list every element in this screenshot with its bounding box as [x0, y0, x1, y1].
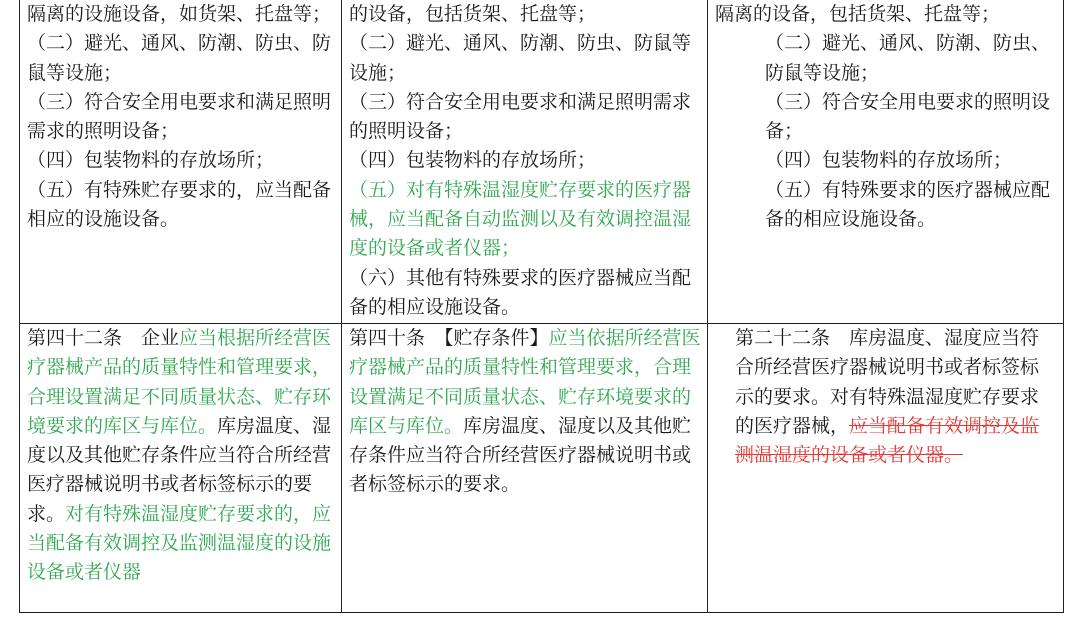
- deleted-text: 应当配备有效调控及监测温湿度的设备或者仪器。: [735, 414, 1040, 467]
- clause-item-4: （四）包装物料的存放场所；: [27, 149, 275, 172]
- clause-item-4: （四）包装物料的存放场所；: [349, 149, 597, 172]
- table-row: [20, 0, 1064, 324]
- article-text: 第二十二条 库房温度、湿度应当符合所经营医疗器械说明书或者标签标示的要求。对有特殊温湿度贮存要求的医疗器械，: [735, 327, 1040, 437]
- clause-item-6: （六）其他有特殊要求的医疗器械应当配备的相应设施设备。: [349, 266, 692, 318]
- regulation-comparison-table: [19, 0, 1064, 613]
- article-prefix: 第四十二条 企业: [27, 327, 180, 349]
- clause-item-4: （四）包装物料的存放场所；: [765, 149, 1013, 172]
- clause-item-2: （二）避光、通风、防潮、防虫、防鼠等设施；: [27, 32, 332, 84]
- added-text: 对有特殊温湿度贮存要求的，应当配备有效调控及监测温湿度的设施设备或者仪器: [27, 502, 332, 584]
- clause-item-5: （五）有特殊要求的医疗器械应配备的相应设施设备。: [765, 178, 1051, 231]
- article-text: 库房温度、湿度以及其他贮存条件应当符合所经营医疗器械说明书或者标签标示的要求。: [27, 414, 332, 525]
- cell-r2-c3: [708, 324, 1064, 613]
- cell-r1-c1: [20, 0, 342, 324]
- clause-item-5-added: （五）对有特殊温湿度贮存要求的医疗器械，应当配备自动监测以及有效调控温湿度的设备或者仪器；: [349, 178, 692, 260]
- clause-item-3: （三）符合安全用电要求的照明设备；: [765, 90, 1051, 143]
- added-text: 应当依据所经营医疗器械产品的质量特性和管理要求，合理设置满足不同质量状态、贮存环境要求的库区与库位。: [349, 327, 701, 437]
- article-22: [715, 324, 1057, 470]
- cell-r2-c1: [20, 324, 342, 613]
- clause-item-2: （二）避光、通风、防潮、防虫、防鼠等设施；: [349, 32, 692, 84]
- clause-item-2: （二）避光、通风、防潮、防虫、防鼠等设施；: [765, 32, 1051, 84]
- cell-r1-c3: [708, 0, 1064, 324]
- clause-text: 隔离的设备，包括货架、托盘等；: [715, 3, 1001, 25]
- cell-r2-c2: [342, 324, 708, 613]
- clause-item-5: （五）有特殊贮存要求的，应当配备相应的设施设备。: [27, 178, 332, 231]
- article-text: 库房温度、湿度以及其他贮存条件应当符合所经营医疗器械说明书或者标签标示的要求。: [349, 414, 692, 496]
- cell-r1-c2: [342, 0, 708, 324]
- article-prefix: 第四十条 【贮存条件】: [349, 327, 549, 349]
- article-42: [27, 324, 335, 588]
- clause-item-3: （三）符合安全用电要求和满足照明需求的照明设备；: [349, 90, 692, 143]
- clause-item-3: （三）符合安全用电要求和满足照明需求的照明设备；: [27, 90, 332, 143]
- article-40: [349, 324, 701, 500]
- added-text: 应当根据所经营医疗器械产品的质量特性和管理要求，合理设置满足不同质量状态、贮存环境要求的库区与库位。: [27, 327, 332, 437]
- clause-text: 隔离的设施设备，如货架、托盘等；: [27, 3, 332, 25]
- table-row: [20, 324, 1064, 613]
- clause-text: 的设备，包括货架、托盘等；: [349, 3, 597, 25]
